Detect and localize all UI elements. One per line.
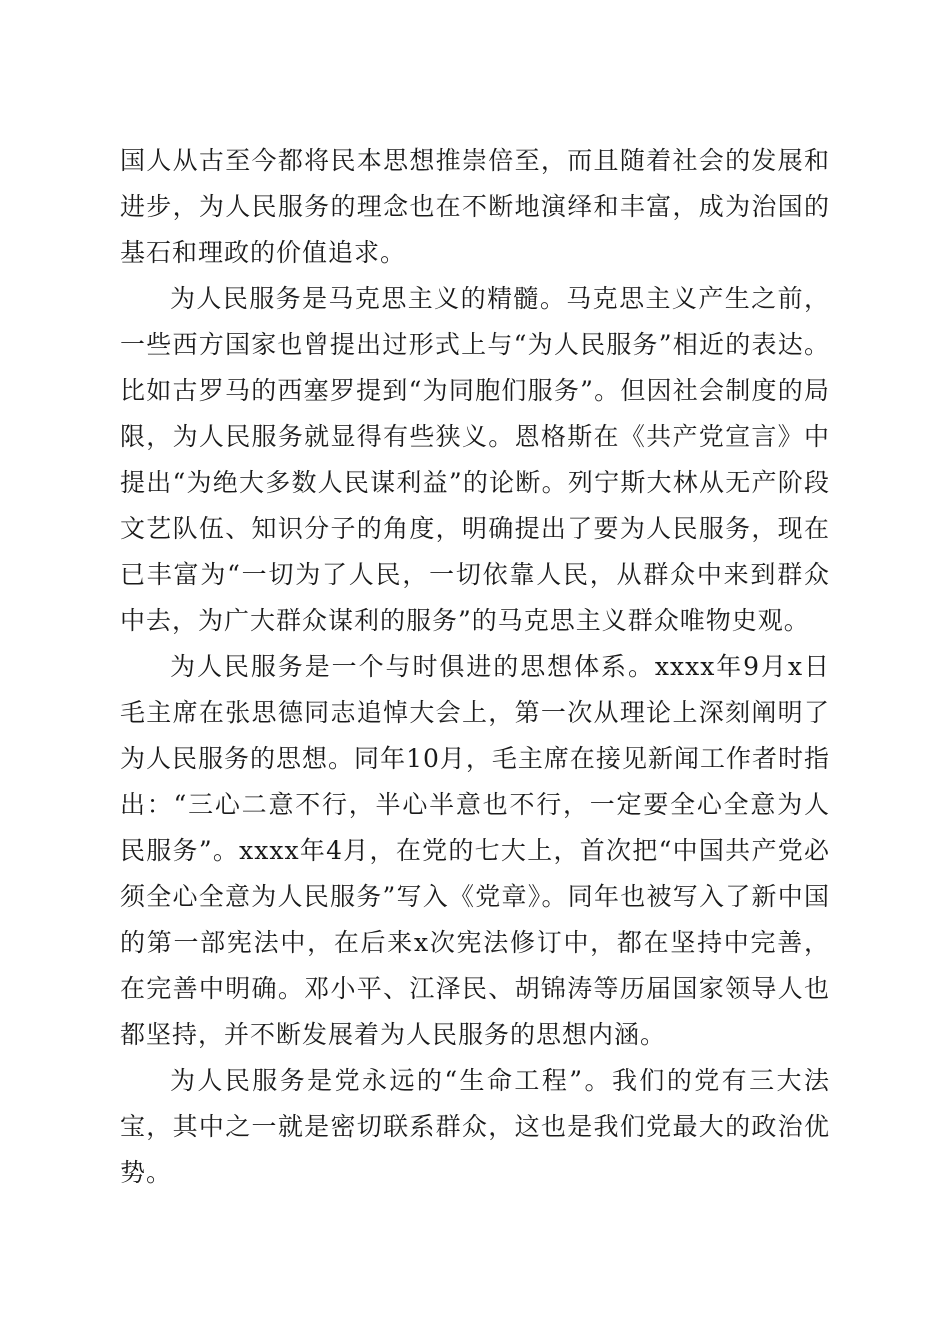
- paragraph-2: 为人民服务是马克思主义的精髓。马克思主义产生之前，一些西方国家也曾提出过形式上与“为人民服务”相近的表达。比如古罗马的西塞罗提到“为同胞们服务”。但因社会制度的局限，为人民服务就显得有些狭义。恩格斯在《共产党宣言》中提出“为绝大多数人民谋利益”的论断。列宁斯大林从无产阶段文艺队伍、知识分子的角度，明确提出了要为人民服务，现在已丰富为“一切为了人民，一切依靠人民，从群众中来到群众中去，为广大群众谋利的服务”的马克思主义群众唯物史观。: [120, 284, 830, 635]
- paragraph-3: 为人民服务是一个与时俱进的思想体系。xxxx年9月x日毛主席在张思德同志追悼大会上，第一次从理论上深刻阐明了为人民服务的思想。同年10月，毛主席在接见新闻工作者时指出：“三心二意不行，半心半意也不行，一定要全心全意为人民服务”。xxxx年4月，在党的七大上，首次把“中国共产党必须全心全意为人民服务”写入《党章》。同年也被写入了新中国的第一部宪法中，在后来x次宪法修订中，都在坚持中完善，在完善中明确。邓小平、江泽民、胡锦涛等历届国家领导人也都坚持，并不断发展着为人民服务的思想内涵。: [120, 652, 830, 1049]
- paragraph-1: 国人从古至今都将民本思想推崇倍至，而且随着社会的发展和进步，为人民服务的理念也在不断地演绎和丰富，成为治国的基石和理政的价值追求。: [120, 146, 830, 267]
- paragraph-4: 为人民服务是党永远的“生命工程”。我们的党有三大法宝，其中之一就是密切联系群众，这也是我们党最大的政治优势。: [120, 1066, 830, 1187]
- document-body: [120, 138, 830, 1196]
